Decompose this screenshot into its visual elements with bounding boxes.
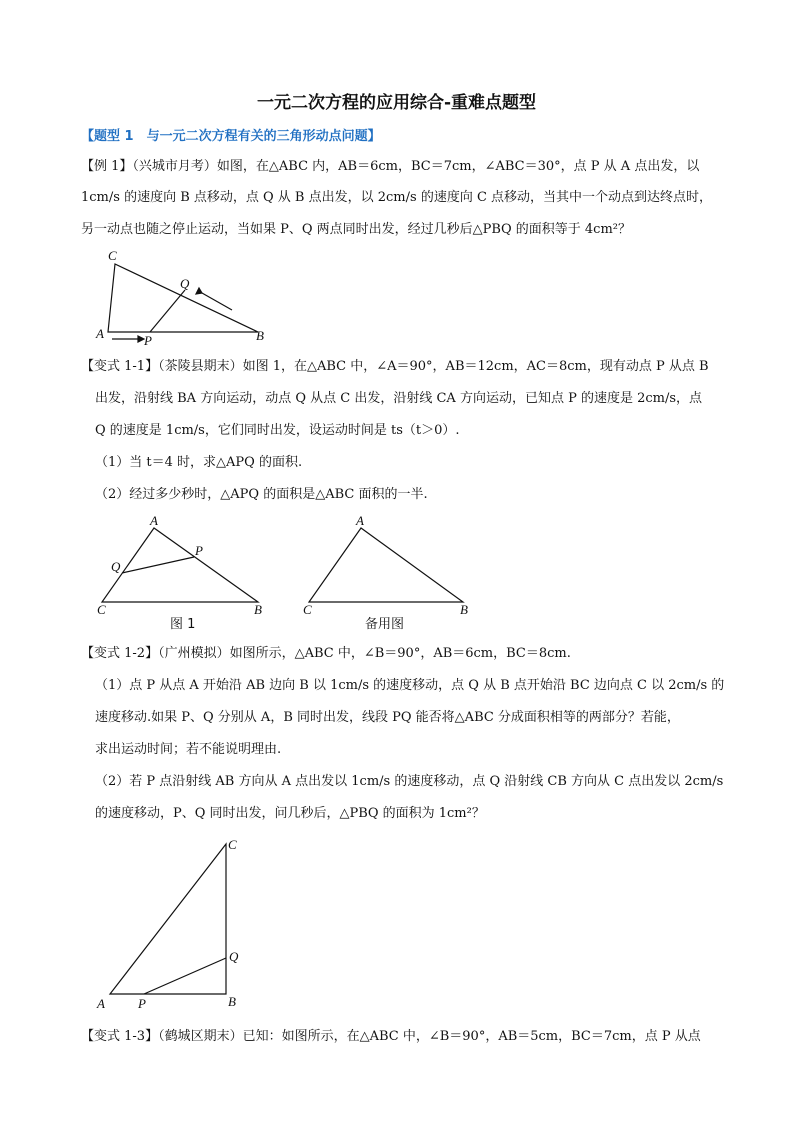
variant12-question2-b: 的速度移动，P、Q 同时出发，问几秒后，△PBQ 的面积为 1cm²？ xyxy=(95,806,485,821)
triangle-abc xyxy=(110,844,226,994)
label-c: C xyxy=(108,248,117,263)
variant12-question1-a: （1）点 P 从点 A 开始沿 AB 边向 B 以 1cm/s 的速度移动，点 Q 从 B 点开始沿 BC 边向点 C 以 2cm/s 的 xyxy=(95,678,725,693)
example1-line3: 另一动点也随之停止运动，当如果 P、Q 两点同时出发，经过几秒后△PBQ 的面积等于 4cm²？ xyxy=(81,222,631,237)
label-b: B xyxy=(254,602,262,617)
variant12-question1-c: 求出运动时间；若不能说明理由. xyxy=(95,742,282,757)
segment-pq xyxy=(150,290,185,332)
variant11-question1: （1）当 t＝4 时，求△APQ 的面积. xyxy=(95,455,303,470)
example1-line2: 1cm/s 的速度向 B 点移动，点 Q 从 B 点出发，以 2cm/s 的速度向 C 点移动，当其中一个动点到达终点时， xyxy=(81,190,713,205)
label-a: A xyxy=(96,326,104,341)
variant13-line1: 【变式 1-3】（鹤城区期末）已知：如图所示，在△ABC 中，∠B＝90°，AB＝5cm，BC＝7cm，点 P 从点 xyxy=(81,1029,701,1044)
spare-figure-caption: 备用图 xyxy=(365,617,405,632)
triangle-abc xyxy=(108,264,258,332)
label-c: C xyxy=(228,837,237,852)
variant11-line2: 出发，沿射线 BA 方向运动，动点 Q 从点 C 出发，沿射线 CA 方向运动，已知点 P 的速度是 2cm/s，点 xyxy=(95,391,703,406)
label-p: P xyxy=(138,996,146,1011)
label-b: B xyxy=(460,602,468,617)
label-c: C xyxy=(97,602,106,617)
variant11-question2: （2）经过多少秒时，△APQ 的面积是△ABC 面积的一半. xyxy=(95,487,428,502)
triangle-abc xyxy=(102,528,258,602)
figure1-caption: 图 1 xyxy=(170,617,196,632)
variant12-question1-b: 速度移动.如果 P、Q 分别从 A，B 同时出发，线段 PQ 能否将△ABC 分成面积相等的两部分？若能， xyxy=(95,710,680,725)
segment-pq xyxy=(144,958,226,994)
label-p: P xyxy=(195,543,203,558)
example1-figure xyxy=(90,248,280,348)
label-b: B xyxy=(228,994,236,1009)
label-b: B xyxy=(256,328,264,343)
variant11-figure-spare xyxy=(295,512,485,634)
label-p: P xyxy=(144,333,152,348)
page-title: 一元二次方程的应用综合-重难点题型 xyxy=(256,93,537,113)
variant11-line3: Q 的速度是 1cm/s，它们同时出发，设运动时间是 ts（t＞0）. xyxy=(95,423,460,438)
variant11-line1: 【变式 1-1】（茶陵县期末）如图 1，在△ABC 中，∠A＝90°，AB＝12cm，AC＝8cm，现有动点 P 从点 B xyxy=(81,359,709,374)
variant11-figure1 xyxy=(92,512,282,634)
arrow-q-head xyxy=(196,288,202,294)
variant12-line1: 【变式 1-2】（广州模拟）如图所示，△ABC 中，∠B＝90°，AB＝6cm，BC＝8cm. xyxy=(81,646,571,661)
segment-pq xyxy=(122,557,194,573)
example1-line1: 【例 1】（兴城市月考）如图，在△ABC 内，AB＝6cm，BC＝7cm，∠ABC＝30°，点 P 从 A 点出发，以 xyxy=(81,159,700,174)
variant12-question2-a: （2）若 P 点沿射线 AB 方向从 A 点出发以 1cm/s 的速度移动，点 Q 沿射线 CB 方向从 C 点出发以 2cm/s xyxy=(95,774,724,789)
label-q: Q xyxy=(180,276,190,291)
label-a: A xyxy=(97,996,105,1011)
label-q: Q xyxy=(111,559,121,574)
label-a: A xyxy=(150,513,158,528)
label-c: C xyxy=(303,602,312,617)
variant12-figure xyxy=(92,836,252,1016)
triangle-abc xyxy=(309,528,463,602)
section-heading: 【题型 1 与一元二次方程有关的三角形动点问题】 xyxy=(81,129,381,144)
label-q: Q xyxy=(229,949,239,964)
label-a: A xyxy=(356,513,364,528)
